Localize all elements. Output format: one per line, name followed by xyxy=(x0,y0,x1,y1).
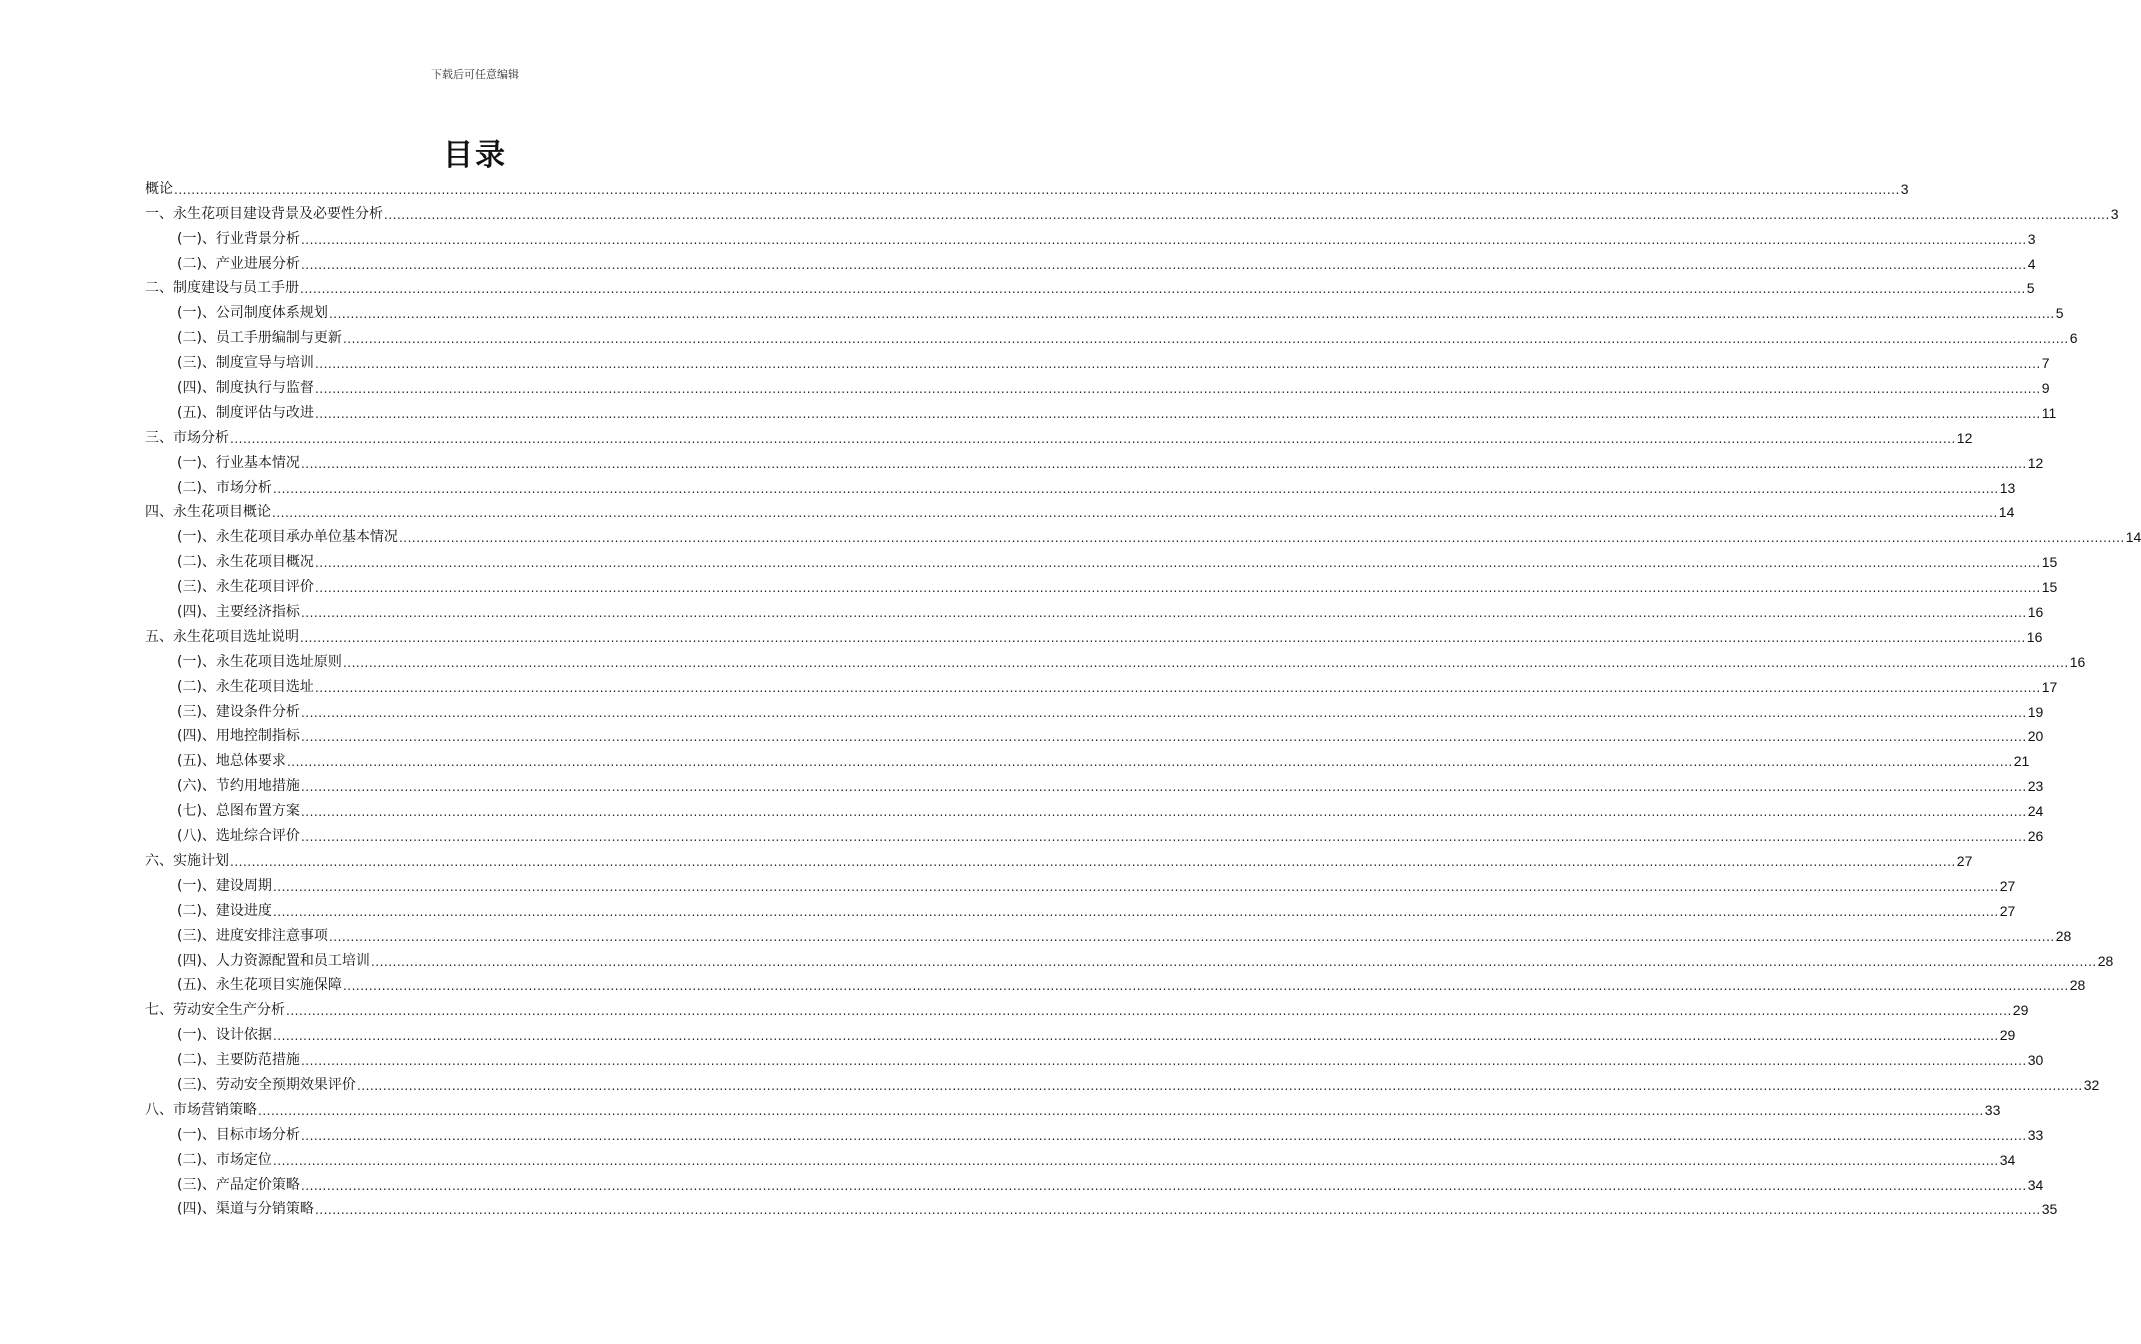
toc-entry-page-number: 34 xyxy=(1999,1151,2016,1168)
toc-entry-page-number: 12 xyxy=(2027,454,2044,471)
toc-entry-label: (二)、建设进度 xyxy=(177,902,272,919)
toc-entry[interactable] xyxy=(145,398,2057,423)
toc-entry-label: (五)、制度评估与改进 xyxy=(177,404,314,421)
toc-entry[interactable] xyxy=(145,796,2044,821)
toc-entry-page-number: 13 xyxy=(1999,479,2016,496)
toc-entry[interactable] xyxy=(145,1020,2016,1045)
toc-entry-page-number: 33 xyxy=(1984,1101,2001,1118)
toc-leader-dots: ................................................................................................................................................................................................................................................................................................................................................................................................................ xyxy=(370,954,2097,969)
toc-entry-label: (五)、地总体要求 xyxy=(177,753,286,770)
toc-leader-dots: ................................................................................................................................................................................................................................................................................................................................................................................................................ xyxy=(300,630,2026,645)
toc-leader-dots: ................................................................................................................................................................................................................................................................................................................................................................................................................ xyxy=(342,655,2069,670)
toc-entry-label: (三)、产品定价策略 xyxy=(177,1176,300,1193)
toc-entry-label: (一)、永生花项目承办单位基本情况 xyxy=(177,529,398,546)
toc-entry-label: (一)、建设周期 xyxy=(177,877,272,894)
toc-entry-page-number: 11 xyxy=(2041,404,2057,421)
toc-leader-dots: ................................................................................................................................................................................................................................................................................................................................................................................................................ xyxy=(300,456,2027,471)
toc-entry[interactable] xyxy=(145,921,2072,946)
toc-entry-page-number: 9 xyxy=(2041,380,2050,397)
toc-entry-label: (一)、永生花项目选址原则 xyxy=(177,653,342,670)
toc-entry-page-number: 3 xyxy=(2110,205,2119,222)
toc-entry-page-number: 15 xyxy=(2041,554,2058,571)
toc-leader-dots: ................................................................................................................................................................................................................................................................................................................................................................................................................ xyxy=(272,904,1999,919)
toc-entry[interactable] xyxy=(145,597,2044,622)
toc-entry[interactable] xyxy=(145,672,2058,697)
toc-entry[interactable] xyxy=(145,473,2016,498)
toc-entry-page-number: 20 xyxy=(2027,728,2044,745)
table-of-contents xyxy=(145,174,2141,1219)
toc-entry-page-number: 29 xyxy=(1999,1027,2016,1044)
toc-entry-page-number: 16 xyxy=(2027,604,2044,621)
toc-entry-label: 三、市场分析 xyxy=(145,429,229,446)
toc-entry-page-number: 6 xyxy=(2069,330,2078,347)
toc-leader-dots: ................................................................................................................................................................................................................................................................................................................................................................................................................ xyxy=(398,531,2125,546)
toc-entry[interactable] xyxy=(145,1095,2001,1120)
toc-entry[interactable] xyxy=(145,722,2044,747)
toc-entry-label: (二)、永生花项目概况 xyxy=(177,554,314,571)
toc-entry[interactable] xyxy=(145,1045,2044,1070)
toc-entry-label: (四)、人力资源配置和员工培训 xyxy=(177,952,370,969)
toc-leader-dots: ................................................................................................................................................................................................................................................................................................................................................................................................................ xyxy=(300,730,2027,745)
toc-leader-dots: ................................................................................................................................................................................................................................................................................................................................................................................................................ xyxy=(272,481,1999,496)
toc-title: 目录 xyxy=(443,138,507,173)
toc-leader-dots: ................................................................................................................................................................................................................................................................................................................................................................................................................ xyxy=(300,780,2027,795)
toc-entry[interactable] xyxy=(145,373,2050,398)
toc-entry[interactable] xyxy=(145,547,2058,572)
toc-entry[interactable] xyxy=(145,572,2058,597)
toc-leader-dots: ................................................................................................................................................................................................................................................................................................................................................................................................................ xyxy=(272,879,1999,894)
toc-entry[interactable] xyxy=(145,522,2141,547)
toc-entry-label: 概论 xyxy=(145,180,173,197)
toc-entry[interactable] xyxy=(145,746,2030,771)
toc-entry-label: (一)、行业基本情况 xyxy=(177,454,300,471)
toc-entry-label: 二、制度建设与员工手册 xyxy=(145,280,299,297)
toc-entry-label: (五)、永生花项目实施保障 xyxy=(177,977,342,994)
toc-entry[interactable] xyxy=(145,622,2043,647)
toc-entry[interactable] xyxy=(145,448,2044,473)
toc-entry-label: (二)、永生花项目选址 xyxy=(177,678,314,695)
toc-entry[interactable] xyxy=(145,1120,2044,1145)
toc-entry-page-number: 15 xyxy=(2041,579,2058,596)
toc-entry-page-number: 16 xyxy=(2069,653,2086,670)
toc-leader-dots: ................................................................................................................................................................................................................................................................................................................................................................................................................ xyxy=(328,929,2055,944)
toc-entry-page-number: 14 xyxy=(1998,504,2015,521)
toc-entry[interactable] xyxy=(145,423,1973,448)
toc-entry-label: (三)、进度安排注意事项 xyxy=(177,927,328,944)
toc-entry[interactable] xyxy=(145,697,2044,722)
toc-leader-dots: ................................................................................................................................................................................................................................................................................................................................................................................................................ xyxy=(300,282,2026,297)
toc-leader-dots: ................................................................................................................................................................................................................................................................................................................................................................................................................ xyxy=(286,755,2013,770)
toc-entry-label: (二)、员工手册编制与更新 xyxy=(177,330,342,347)
toc-leader-dots: ................................................................................................................................................................................................................................................................................................................................................................................................................ xyxy=(342,332,2069,347)
toc-entry-label: (三)、建设条件分析 xyxy=(177,703,300,720)
toc-entry-label: 四、永生花项目概论 xyxy=(145,504,271,521)
toc-entry[interactable] xyxy=(145,846,1973,871)
toc-entry-page-number: 21 xyxy=(2013,753,2030,770)
toc-entry-page-number: 5 xyxy=(2026,280,2035,297)
toc-leader-dots: ................................................................................................................................................................................................................................................................................................................................................................................................................ xyxy=(300,1054,2027,1069)
toc-entry-label: (二)、主要防范措施 xyxy=(177,1052,300,1069)
toc-leader-dots: ................................................................................................................................................................................................................................................................................................................................................................................................................ xyxy=(384,207,2110,222)
toc-leader-dots: ................................................................................................................................................................................................................................................................................................................................................................................................................ xyxy=(300,1178,2027,1193)
toc-entry-label: (七)、总图布置方案 xyxy=(177,803,300,820)
toc-leader-dots: ................................................................................................................................................................................................................................................................................................................................................................................................................ xyxy=(300,830,2027,845)
toc-entry[interactable] xyxy=(145,348,2050,373)
toc-entry[interactable] xyxy=(145,771,2044,796)
toc-entry-label: (四)、渠道与分销策略 xyxy=(177,1201,314,1218)
toc-leader-dots: ................................................................................................................................................................................................................................................................................................................................................................................................................ xyxy=(258,1103,1984,1118)
toc-entry[interactable] xyxy=(145,971,2086,996)
toc-leader-dots: ................................................................................................................................................................................................................................................................................................................................................................................................................ xyxy=(286,1004,2012,1019)
toc-entry-page-number: 23 xyxy=(2027,778,2044,795)
toc-entry[interactable] xyxy=(145,224,2036,249)
toc-entry-label: (四)、制度执行与监督 xyxy=(177,380,314,397)
toc-entry-page-number: 34 xyxy=(2027,1176,2044,1193)
toc-entry-label: (二)、市场定位 xyxy=(177,1151,272,1168)
toc-entry-page-number: 28 xyxy=(2069,977,2086,994)
toc-entry-label: (一)、目标市场分析 xyxy=(177,1126,300,1143)
toc-entry[interactable] xyxy=(145,1195,2058,1220)
toc-entry[interactable] xyxy=(145,498,2015,523)
toc-leader-dots: ................................................................................................................................................................................................................................................................................................................................................................................................................ xyxy=(314,382,2041,397)
toc-leader-dots: ................................................................................................................................................................................................................................................................................................................................................................................................................ xyxy=(230,431,1956,446)
toc-entry-label: (六)、节约用地措施 xyxy=(177,778,300,795)
toc-entry-page-number: 3 xyxy=(2027,230,2036,247)
toc-entry-label: (四)、主要经济指标 xyxy=(177,604,300,621)
toc-entry-label: (三)、永生花项目评价 xyxy=(177,579,314,596)
toc-entry[interactable] xyxy=(145,249,2036,274)
toc-entry-page-number: 33 xyxy=(2027,1126,2044,1143)
toc-leader-dots: ................................................................................................................................................................................................................................................................................................................................................................................................................ xyxy=(272,506,1998,521)
toc-entry[interactable] xyxy=(145,274,2035,299)
toc-entry-page-number: 14 xyxy=(2125,529,2141,546)
toc-entry-page-number: 5 xyxy=(2055,305,2064,322)
toc-entry[interactable] xyxy=(145,323,2078,348)
toc-entry-page-number: 27 xyxy=(1999,902,2016,919)
toc-entry-label: 一、永生花项目建设背景及必要性分析 xyxy=(145,205,383,222)
toc-entry-page-number: 28 xyxy=(2055,927,2072,944)
toc-leader-dots: ................................................................................................................................................................................................................................................................................................................................................................................................................ xyxy=(272,1029,1999,1044)
toc-leader-dots: ................................................................................................................................................................................................................................................................................................................................................................................................................ xyxy=(314,581,2041,596)
toc-entry-label: (三)、劳动安全预期效果评价 xyxy=(177,1076,356,1093)
toc-leader-dots: ................................................................................................................................................................................................................................................................................................................................................................................................................ xyxy=(300,606,2027,621)
toc-leader-dots: ................................................................................................................................................................................................................................................................................................................................................................................................................ xyxy=(314,680,2041,695)
toc-leader-dots: ................................................................................................................................................................................................................................................................................................................................................................................................................ xyxy=(328,307,2055,322)
toc-entry[interactable] xyxy=(145,174,1909,199)
toc-entry-page-number: 3 xyxy=(1900,180,1909,197)
toc-leader-dots: ................................................................................................................................................................................................................................................................................................................................................................................................................ xyxy=(314,357,2041,372)
toc-leader-dots: ................................................................................................................................................................................................................................................................................................................................................................................................................ xyxy=(314,1203,2041,1218)
toc-entry-page-number: 26 xyxy=(2027,828,2044,845)
toc-entry-label: 八、市场营销策略 xyxy=(145,1101,257,1118)
toc-leader-dots: ................................................................................................................................................................................................................................................................................................................................................................................................................ xyxy=(300,805,2027,820)
toc-leader-dots: ................................................................................................................................................................................................................................................................................................................................................................................................................ xyxy=(230,854,1956,869)
toc-leader-dots: ................................................................................................................................................................................................................................................................................................................................................................................................................ xyxy=(300,232,2027,247)
toc-leader-dots: ................................................................................................................................................................................................................................................................................................................................................................................................................ xyxy=(174,182,1900,197)
toc-entry-page-number: 16 xyxy=(2026,628,2043,645)
toc-entry-page-number: 12 xyxy=(1956,429,1973,446)
toc-leader-dots: ................................................................................................................................................................................................................................................................................................................................................................................................................ xyxy=(272,1153,1999,1168)
toc-entry-page-number: 17 xyxy=(2041,678,2058,695)
toc-entry-label: (二)、市场分析 xyxy=(177,479,272,496)
toc-entry-label: 五、永生花项目选址说明 xyxy=(145,628,299,645)
toc-entry-page-number: 32 xyxy=(2083,1076,2100,1093)
toc-entry-label: (三)、制度宣导与培训 xyxy=(177,355,314,372)
toc-entry-label: (八)、选址综合评价 xyxy=(177,828,300,845)
toc-entry-label: (二)、产业进展分析 xyxy=(177,255,300,272)
toc-entry-page-number: 27 xyxy=(1956,852,1973,869)
toc-leader-dots: ................................................................................................................................................................................................................................................................................................................................................................................................................ xyxy=(300,257,2027,272)
toc-leader-dots: ................................................................................................................................................................................................................................................................................................................................................................................................................ xyxy=(342,979,2069,994)
toc-entry-page-number: 28 xyxy=(2097,952,2114,969)
toc-entry-label: (四)、用地控制指标 xyxy=(177,728,300,745)
toc-entry[interactable] xyxy=(145,647,2086,672)
toc-entry[interactable] xyxy=(145,1145,2016,1170)
toc-leader-dots: ................................................................................................................................................................................................................................................................................................................................................................................................................ xyxy=(300,1128,2027,1143)
toc-entry[interactable] xyxy=(145,821,2044,846)
toc-entry-label: 七、劳动安全生产分析 xyxy=(145,1002,285,1019)
toc-entry-page-number: 30 xyxy=(2027,1052,2044,1069)
toc-entry-page-number: 35 xyxy=(2041,1201,2058,1218)
toc-entry[interactable] xyxy=(145,946,2114,971)
toc-entry-page-number: 7 xyxy=(2041,355,2050,372)
toc-leader-dots: ................................................................................................................................................................................................................................................................................................................................................................................................................ xyxy=(314,406,2041,421)
toc-entry-page-number: 4 xyxy=(2027,255,2036,272)
toc-entry-page-number: 24 xyxy=(2027,803,2044,820)
toc-entry-label: (一)、设计依据 xyxy=(177,1027,272,1044)
toc-entry[interactable] xyxy=(145,298,2064,323)
toc-entry[interactable] xyxy=(145,1070,2100,1095)
toc-entry-label: (一)、公司制度体系规划 xyxy=(177,305,328,322)
toc-entry[interactable] xyxy=(145,871,2016,896)
toc-entry[interactable] xyxy=(145,896,2016,921)
toc-leader-dots: ................................................................................................................................................................................................................................................................................................................................................................................................................ xyxy=(314,556,2041,571)
toc-entry-label: 六、实施计划 xyxy=(145,852,229,869)
toc-leader-dots: ................................................................................................................................................................................................................................................................................................................................................................................................................ xyxy=(300,705,2027,720)
toc-entry[interactable] xyxy=(145,995,2029,1020)
toc-entry[interactable] xyxy=(145,1170,2044,1195)
toc-entry-label: (一)、行业背景分析 xyxy=(177,230,300,247)
toc-leader-dots: ................................................................................................................................................................................................................................................................................................................................................................................................................ xyxy=(356,1078,2083,1093)
toc-entry-page-number: 29 xyxy=(2012,1002,2029,1019)
header-note: 下载后可任意编辑 xyxy=(431,68,519,81)
toc-entry-page-number: 19 xyxy=(2027,703,2044,720)
toc-entry[interactable] xyxy=(145,199,2119,224)
toc-entry-page-number: 27 xyxy=(1999,877,2016,894)
